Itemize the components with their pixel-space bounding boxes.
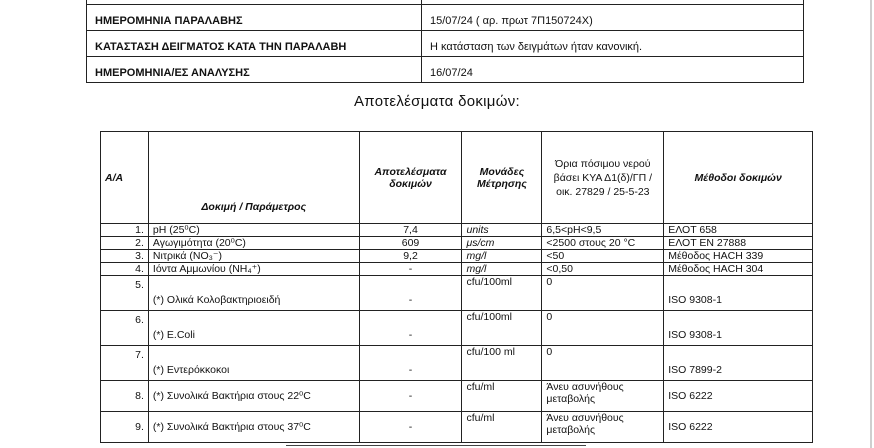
- row-method: ΕΛΟΤ ΕΝ 27888: [664, 237, 813, 250]
- row-number: 7.: [101, 346, 149, 381]
- row-method: Μέθοδος HACH 339: [664, 250, 813, 263]
- row-number: 5.: [101, 276, 149, 311]
- row-result: -: [359, 381, 462, 412]
- row-unit: μs/cm: [462, 237, 542, 250]
- row-unit: cfu/ml: [462, 381, 542, 412]
- row-result: -: [359, 311, 462, 346]
- row-number: 4.: [101, 263, 149, 276]
- info-value: Η κατάσταση των δειγμάτων ήταν κανονική.: [422, 31, 804, 57]
- header-row: [101, 132, 813, 224]
- row-test: Νιτρικά (NO₃⁻): [148, 250, 359, 263]
- row-test: pH (25⁰C): [148, 224, 359, 237]
- row-number: 9.: [101, 412, 149, 443]
- row-limit: <50: [542, 250, 664, 263]
- row-limit: 0: [542, 311, 664, 346]
- table-row: [87, 31, 804, 57]
- row-result: 7,4: [359, 224, 462, 237]
- row-test: (*) Ολικά Κολοβακτηριοειδή: [148, 276, 359, 311]
- row-limit: Άνευ ασυνήθους μεταβολής: [542, 381, 664, 412]
- header-methods: Μέθοδοι δοκιμών: [664, 132, 813, 224]
- row-result: -: [359, 346, 462, 381]
- row-method: ΕΛΟΤ 658: [664, 224, 813, 237]
- row-limit: 6,5<pH<9,5: [542, 224, 664, 237]
- row-limit: 0: [542, 346, 664, 381]
- header-units: Μονάδες Μέτρησης: [462, 132, 542, 224]
- row-limit: Άνευ ασυνήθους μεταβολής: [542, 412, 664, 443]
- table-row: [101, 381, 813, 412]
- results-table: [100, 131, 813, 443]
- row-unit: units: [462, 224, 542, 237]
- row-number: 8.: [101, 381, 149, 412]
- row-number: 6.: [101, 311, 149, 346]
- row-test: Ιόντα Αμμωνίου (NH₄⁺): [148, 263, 359, 276]
- scan-edge: [870, 0, 872, 448]
- row-limit: <0,50: [542, 263, 664, 276]
- info-value: 16/07/24: [422, 57, 804, 83]
- info-label: ΚΑΤΑΣΤΑΣΗ ΔΕΙΓΜΑΤΟΣ ΚΑΤΑ ΤΗΝ ΠΑΡΑΛΑΒΗ: [87, 31, 422, 57]
- info-value: 15/07/24 ( αρ. πρωτ 7Π150724Χ): [422, 5, 804, 31]
- header-limits: Όρια πόσιμου νερού βάσει ΚΥΑ Δ1(δ)/ΓΠ / οικ. 27829 / 25-5-23: [542, 132, 664, 224]
- header-test: Δοκιμή / Παράμετρος: [148, 132, 359, 224]
- row-test: Αγωγιμότητα (20⁰C): [148, 237, 359, 250]
- row-number: 2.: [101, 237, 149, 250]
- info-label: ΗΜΕΡΟΜΗΝΙΑ ΠΑΡΑΛΑΒΗΣ: [87, 5, 422, 31]
- row-unit: cfu/ml: [462, 412, 542, 443]
- divider: [286, 445, 586, 446]
- row-result: -: [359, 412, 462, 443]
- table-row: [101, 412, 813, 443]
- row-method: ISO 9308-1: [664, 276, 813, 311]
- header-results: Αποτελέσματα δοκιμών: [359, 132, 462, 224]
- table-row: [101, 311, 813, 346]
- row-result: 609: [359, 237, 462, 250]
- row-limit: 0: [542, 276, 664, 311]
- row-limit: <2500 στους 20 °C: [542, 237, 664, 250]
- row-unit: cfu/100ml: [462, 276, 542, 311]
- row-number: 3.: [101, 250, 149, 263]
- row-result: 9,2: [359, 250, 462, 263]
- results-title: Αποτελέσματα δοκιμών:: [353, 93, 521, 110]
- table-row: [101, 276, 813, 311]
- row-method: ISO 6222: [664, 412, 813, 443]
- table-row: [101, 224, 813, 237]
- table-row: [87, 5, 804, 31]
- sample-info-table: [86, 0, 804, 83]
- row-result: -: [359, 263, 462, 276]
- table-row: [101, 346, 813, 381]
- row-method: ISO 6222: [664, 381, 813, 412]
- table-row: [101, 237, 813, 250]
- table-row: [101, 250, 813, 263]
- info-label: ΗΜΕΡΟΜΗΝΙΑ/ΕΣ ΑΝΑΛΥΣΗΣ: [87, 57, 422, 83]
- row-test: (*) E.Coli: [148, 311, 359, 346]
- row-test: (*) Εντερόκκοκοι: [148, 346, 359, 381]
- row-method: ISO 7899-2: [664, 346, 813, 381]
- row-method: ISO 9308-1: [664, 311, 813, 346]
- row-unit: cfu/100ml: [462, 311, 542, 346]
- row-test: (*) Συνολικά Βακτήρια στους 37⁰C: [148, 412, 359, 443]
- row-result: -: [359, 276, 462, 311]
- row-method: Μέθοδος HACH 304: [664, 263, 813, 276]
- header-aa: Α/Α: [101, 132, 149, 224]
- table-row: [101, 263, 813, 276]
- row-test: (*) Συνολικά Βακτήρια στους 22⁰C: [148, 381, 359, 412]
- row-unit: cfu/100 ml: [462, 346, 542, 381]
- row-number: 1.: [101, 224, 149, 237]
- row-unit: mg/l: [462, 263, 542, 276]
- row-unit: mg/l: [462, 250, 542, 263]
- table-row: [87, 57, 804, 83]
